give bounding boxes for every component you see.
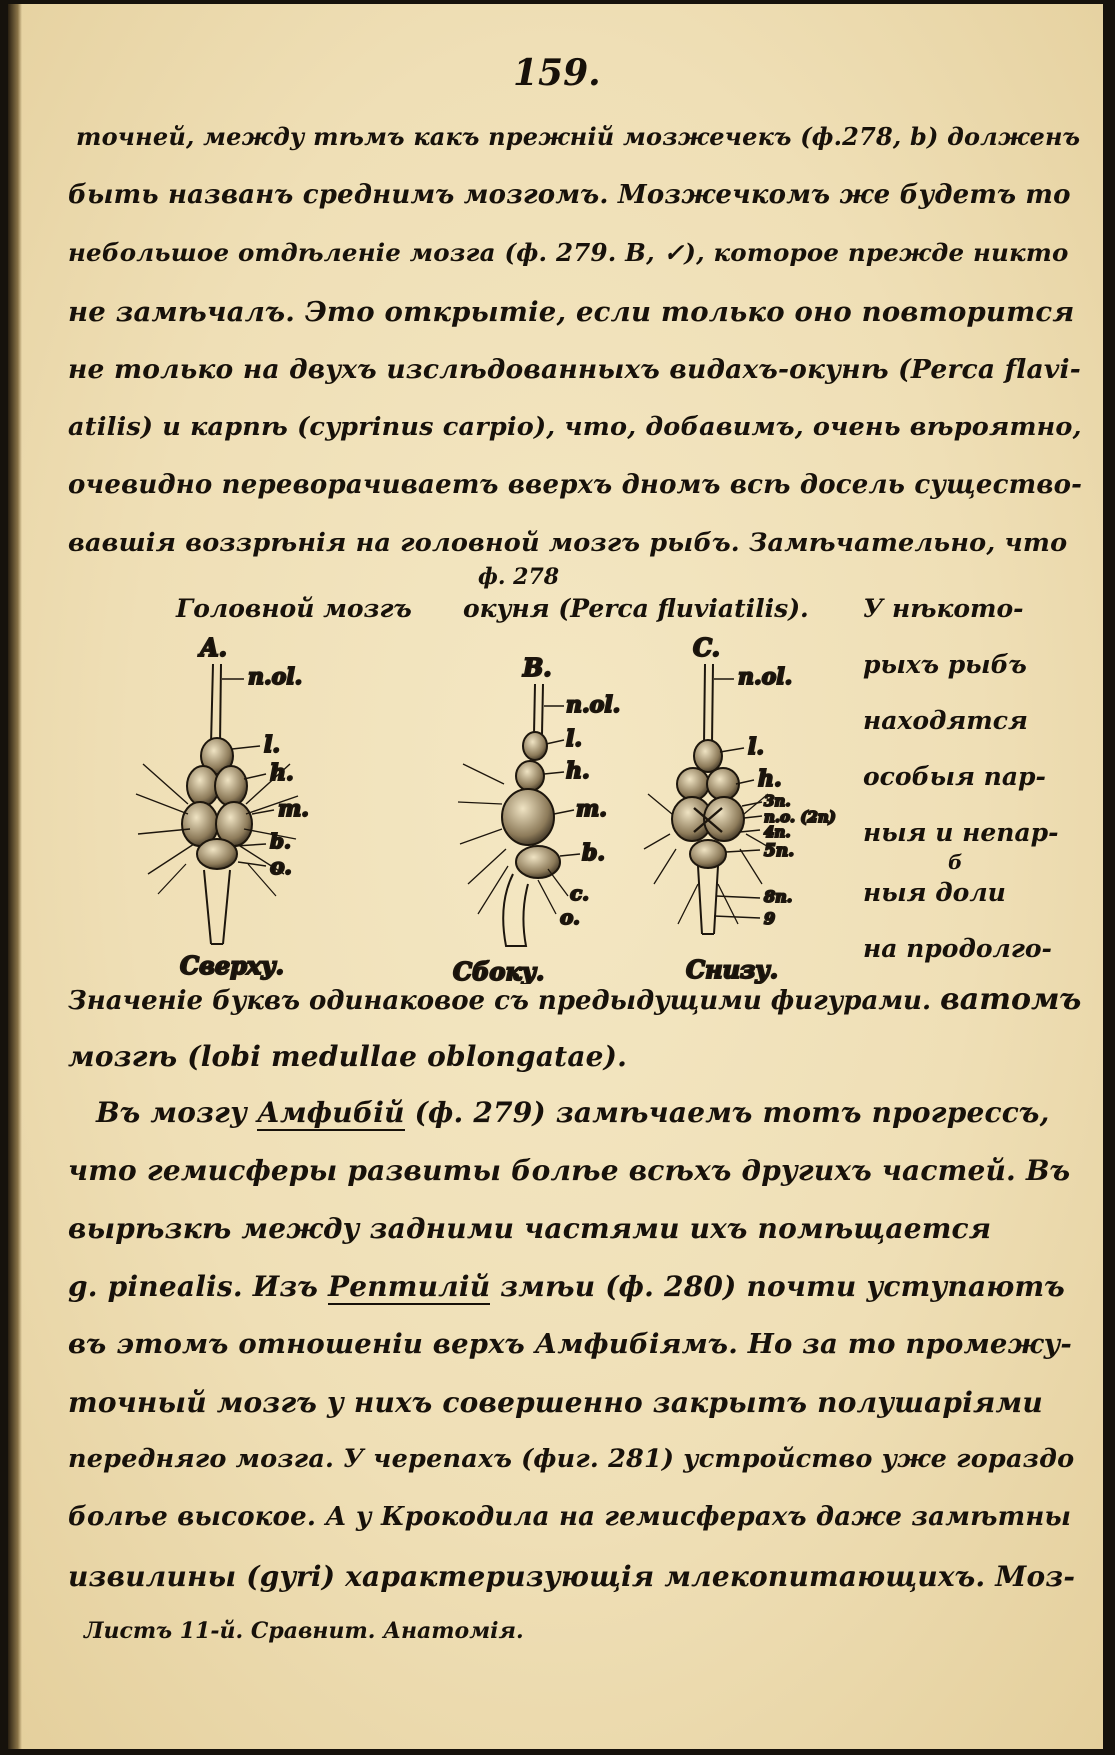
- view-b-label-3: h.: [566, 758, 590, 784]
- view-b-label-2: l.: [566, 726, 583, 752]
- view-b-label-7: o.: [560, 905, 580, 929]
- view-a-label-2: l.: [264, 732, 281, 758]
- view-a-label-1: n.ol.: [248, 664, 303, 690]
- view-b-label-1: n.ol.: [566, 692, 621, 718]
- body-line-6: atilis) и карпѣ (cyprinus carpio), что, добавимъ, очень вѣроятно,: [68, 412, 1082, 442]
- body-line-3: небольшое отдѣленіе мозга (ф. 279. B, ✓), которое прежде никто: [68, 238, 1069, 267]
- view-c-label-8: 8n.: [764, 887, 793, 906]
- view-c-label-1: n.ol.: [738, 664, 793, 690]
- page-number: 159.: [513, 52, 601, 94]
- brain-view-top: [136, 634, 309, 980]
- view-a-label-6: o.: [270, 854, 292, 880]
- side-line-3: находятся: [863, 706, 1028, 735]
- body-line-5: не только на двухъ изслѣдованныхъ видахъ-окунѣ (Perca flavi-: [68, 354, 1081, 385]
- figure-caption-line-1: [68, 982, 1081, 1017]
- side-line-6: ныя доли: [863, 878, 1006, 907]
- figure-title-left: Головной мозгъ: [176, 594, 412, 623]
- para2-line-8: болѣе высокое. А у Крокодила на гемисферахъ даже замѣтны: [68, 1502, 1072, 1532]
- view-c-label-5: n.o. (2n): [764, 808, 836, 826]
- sheet-footer: Листъ 11-й. Сравнит. Анатомія.: [84, 1618, 524, 1644]
- view-a-label-5: b.: [270, 829, 291, 853]
- para2-line-4-a: g. pinealis. Изъ: [68, 1270, 328, 1303]
- view-c-label-4: 3n.: [764, 792, 791, 810]
- view-c-label-7: 5n.: [764, 841, 795, 861]
- caption-line-2: мозгѣ (lobi medullae oblongatae).: [68, 1040, 628, 1073]
- manuscript-page: [8, 4, 1103, 1749]
- view-a-label-3: h.: [270, 760, 294, 786]
- figure-title-right: окуня (Perca fluviatilis).: [463, 594, 809, 623]
- para2-line-5: въ этомъ отношеніи верхъ Амфибіямъ. Но за то промежу-: [68, 1328, 1072, 1360]
- view-b-label-6: c.: [570, 881, 590, 905]
- view-b-caption: Сбоку.: [453, 957, 545, 984]
- view-c-label-2: l.: [748, 734, 765, 760]
- view-b-letter: B.: [523, 653, 552, 682]
- body-line-1: точней, между тѣмъ какъ прежній мозжечекъ (ф.278, b) долженъ: [76, 122, 1081, 151]
- body-line-7: очевидно переворачиваетъ вверхъ дномъ всѣ досель существо-: [68, 470, 1083, 500]
- brain-drawings: [8, 634, 868, 984]
- figure-caption-continuation: ватомъ: [940, 982, 1082, 1017]
- para2-line-1: [96, 1096, 1050, 1129]
- para2-line-7: передняго мозга. У черепахъ (фиг. 281) устройство уже гораздо: [68, 1444, 1075, 1474]
- body-line-8: вавшія воззрѣнія на головной мозгъ рыбъ. Замѣчательно, что: [68, 528, 1068, 558]
- view-a-caption: Сверху.: [180, 951, 284, 980]
- view-a-label-4: m.: [278, 796, 309, 822]
- side-line-4: особыя пар-: [863, 762, 1046, 791]
- view-c-caption: Снизу.: [686, 955, 779, 984]
- view-c-label-6: 4n.: [764, 823, 791, 841]
- brain-view-bottom: [644, 634, 836, 984]
- view-a-letter: A.: [200, 634, 227, 662]
- para2-line-4-b: змѣи (ф. 280) почти уступаютъ: [490, 1270, 1065, 1303]
- para2-line-1-a: Въ мозгу: [96, 1096, 257, 1129]
- view-c-label-3: h.: [758, 766, 782, 792]
- view-c-label-9: 9: [764, 909, 776, 928]
- body-line-2: быть названъ среднимъ мозгомъ. Мозжечкомъ же будетъ то: [68, 180, 1071, 210]
- para2-line-1-b: (ф. 279) замѣчаемъ тотъ прогрессъ,: [404, 1096, 1050, 1129]
- side-line-5: ныя и непар-: [863, 818, 1059, 847]
- reptilia-underlined: Рептилій: [327, 1270, 491, 1303]
- para2-line-3: вырѣзкѣ между задними частями ихъ помѣщается: [68, 1212, 992, 1245]
- view-b-label-4: m.: [576, 796, 607, 822]
- side-correction-mark: б: [948, 850, 963, 874]
- body-line-4: не замѣчалъ. Это открытіе, если только оно повторится: [68, 296, 1075, 328]
- figure-caption-text: Значеніе буквъ одинаковое съ предыдущими фигурами.: [68, 986, 932, 1016]
- side-line-7: на продолго-: [863, 934, 1052, 963]
- side-line-1: У нѣкото-: [863, 594, 1024, 623]
- view-c-letter: C.: [693, 634, 721, 662]
- para2-line-2: что гемисферы развиты болѣе всѣхъ другихъ частей. Въ: [68, 1154, 1071, 1187]
- view-b-label-5: b.: [582, 840, 606, 866]
- para2-line-9: извилины (gyri) характеризующія млекопитающихъ. Моз-: [68, 1560, 1076, 1593]
- amphibia-underlined: Амфибій: [256, 1096, 405, 1129]
- figure-number: ф. 278: [478, 564, 560, 590]
- side-line-2: рыхъ рыбъ: [863, 650, 1027, 679]
- para2-line-4: [68, 1270, 1065, 1303]
- brain-view-side: [453, 653, 620, 984]
- para2-line-6: точный мозгъ у нихъ совершенно закрытъ полушаріями: [68, 1386, 1043, 1419]
